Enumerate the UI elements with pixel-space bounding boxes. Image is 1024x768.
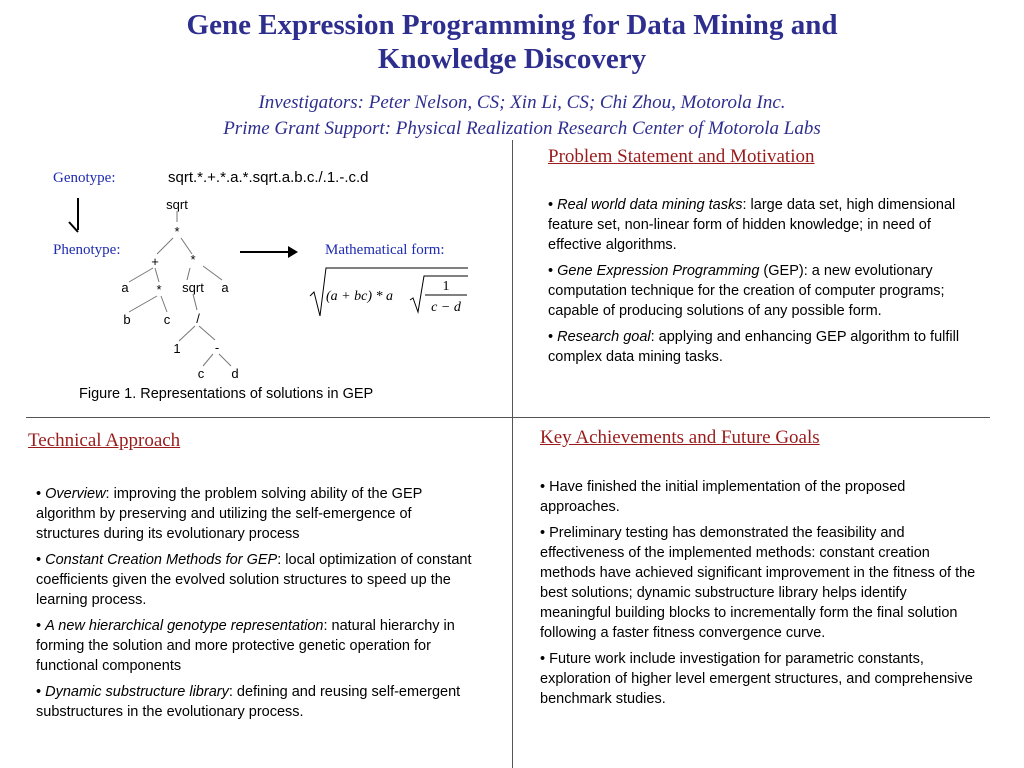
technical-approach-heading: Technical Approach [28,430,181,451]
genotype-string: sqrt.*.+.*.a.*.sqrt.a.b.c./.1.-.c.d [168,169,369,186]
tree-node-times: * [174,224,180,239]
title-line-2: Knowledge Discovery [377,43,647,75]
tree-node-b: b [123,312,131,327]
title-line-1: Gene Expression Programming for Data Mining and [186,9,838,41]
key-achievements-heading: Key Achievements and Future Goals [540,427,820,448]
tree-node-sqrt: sqrt [166,197,188,212]
problem-statement-body [548,195,968,373]
vertical-divider-bottom [512,417,513,768]
tree-node-plus: + [151,254,159,269]
technical-approach-body [36,484,476,728]
grant-support-line: Prime Grant Support: Physical Realization Research Center of Motorola Labs [223,118,821,139]
page-title [0,8,1024,76]
tree-node-d: d [231,366,239,381]
list-item: • Overview: improving the problem solving ability of the GEP algorithm by preserving and utilizing the self-emergence of structures during its evolutionary process [36,486,423,542]
tree-node-1: 1 [173,341,181,356]
math-form-label: Mathematical form: [325,242,445,258]
tree-node-divide: / [196,311,200,326]
tree-node-a: a [221,280,229,295]
tree-node-times: * [190,252,196,267]
list-item: • Real world data mining tasks: large data set, high dimensional feature set, non-linear form of hidden knowledge; in need of effective algorithms. [548,197,956,253]
tree-node-minus: - [214,340,220,355]
down-arrow-icon [66,196,90,236]
tree-node-a: a [121,280,129,295]
vertical-divider-top [512,140,513,417]
tree-node-sqrt: sqrt [182,280,204,295]
tree-node-times: * [156,282,162,297]
key-achievements-body [540,477,980,715]
list-item: • A new hierarchical genotype representation: natural hierarchy in forming the solution and more protective genetic operation for functional components [36,618,455,674]
list-item: • Have finished the initial implementation of the proposed approaches. [540,479,906,515]
formula-denominator: c − d [431,300,461,315]
list-item: • Gene Expression Programming (GEP): a new evolutionary computation technique for the creation of computer programs; capable of producing solutions of any possible form. [548,263,945,319]
problem-statement-heading: Problem Statement and Motivation [548,146,815,167]
expression-tree [115,196,255,382]
genotype-label: Genotype: [53,170,116,186]
horizontal-divider [26,417,990,418]
tree-node-c: c [197,366,205,381]
formula-left-term: (a + bc) * a [326,289,393,304]
list-item: • Dynamic substructure library: defining and reusing self-emergent substructures in the evolutionary process. [36,684,461,720]
list-item: • Research goal: applying and enhancing GEP algorithm to fulfill complex data mining tasks. [548,329,960,365]
formula-numerator: 1 [442,279,450,294]
investigators-line: Investigators: Peter Nelson, CS; Xin Li, CS; Chi Zhou, Motorola Inc. [258,92,786,113]
figure-caption: Figure 1. Representations of solutions in GEP [79,386,374,402]
list-item: • Preliminary testing has demonstrated the feasibility and effectiveness of the implemented methods: constant creation methods have achieved significant improvement in the fitness of the best solutions; dynamic substructure library helps identify meaningful building blocks to incrementally form the final solution following a faster fitness convergence curve. [540,525,976,641]
list-item: • Future work include investigation for parametric constants, exploration of higher level emergent structures, and comprehensive benchmark studies. [540,651,973,707]
phenotype-label: Phenotype: [53,242,121,258]
math-formula [308,262,473,322]
list-item: • Constant Creation Methods for GEP: local optimization of constant coefficients given the evolved solution structures to speed up the learning process. [36,552,472,608]
tree-node-c: c [163,312,171,327]
